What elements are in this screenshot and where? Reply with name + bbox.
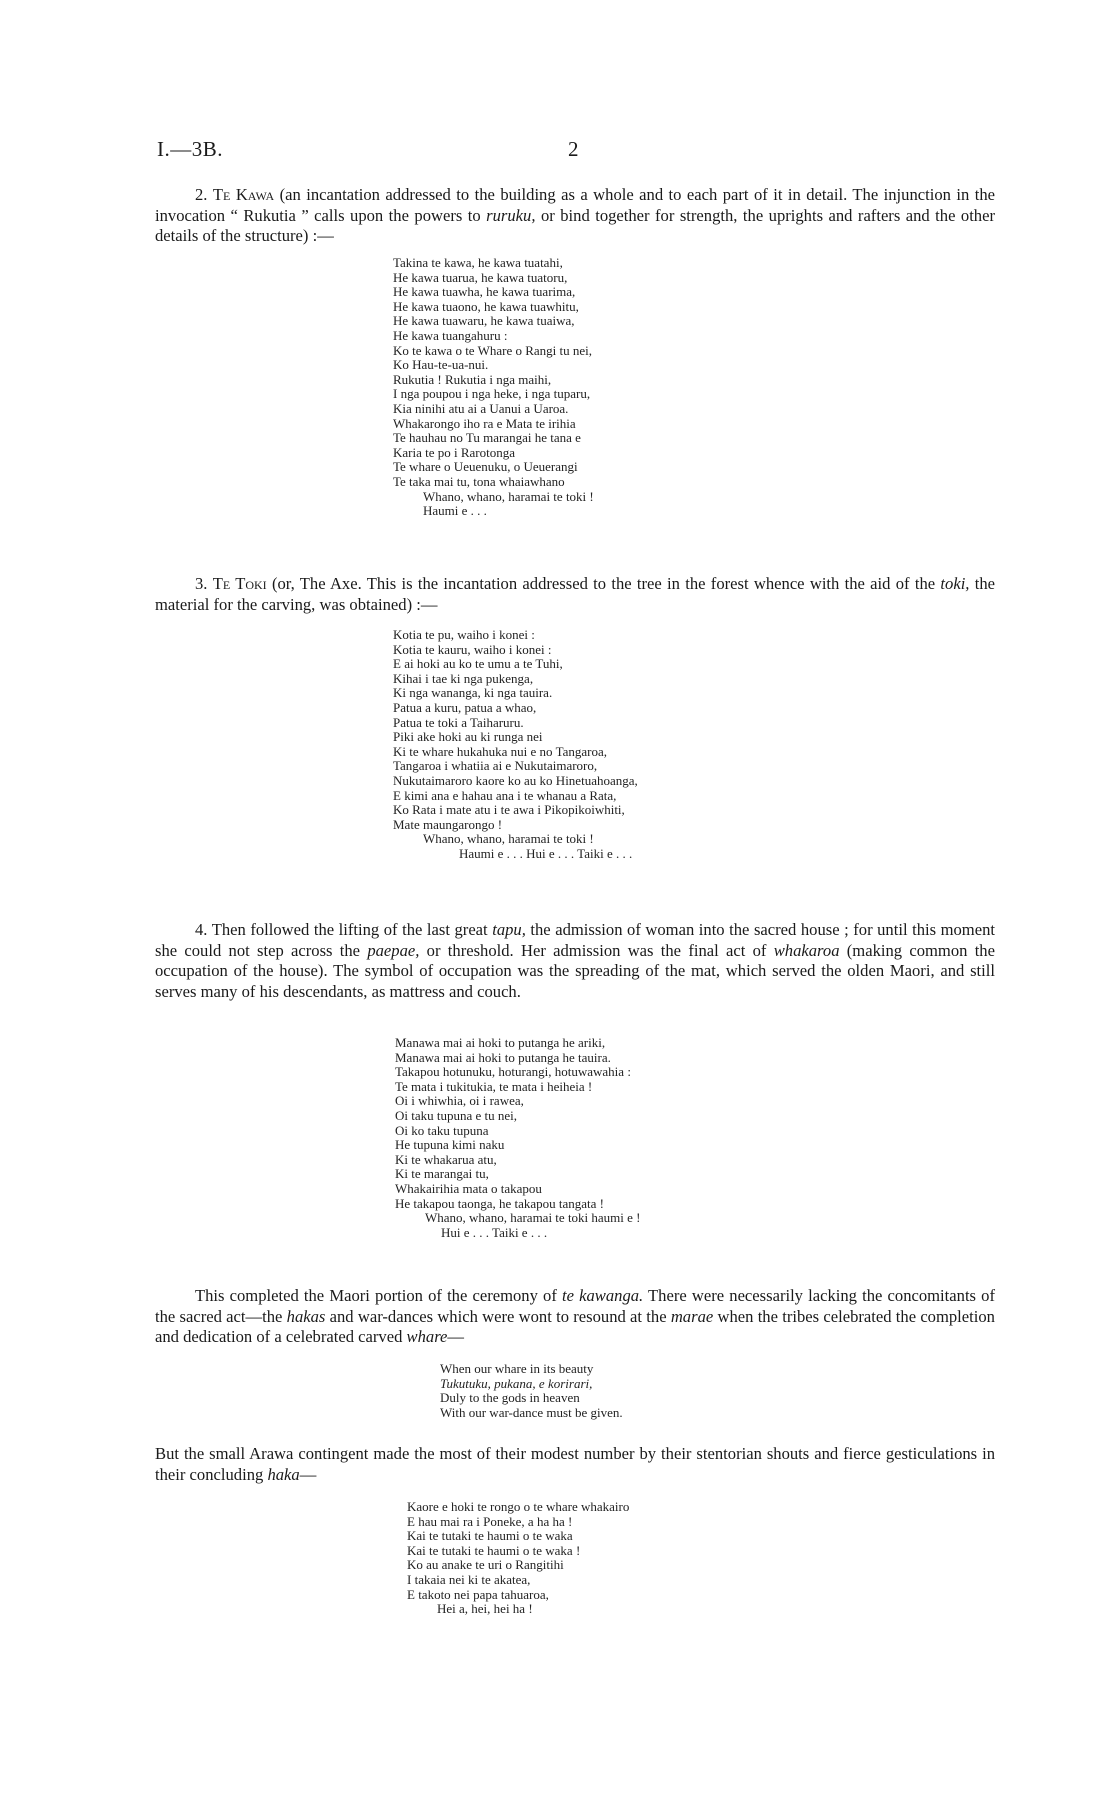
verse-line: Manawa mai ai hoki to putanga he ariki, (395, 1035, 606, 1050)
verse-line: He tupuna kimi naku (395, 1137, 505, 1153)
incantation-te-toki (393, 628, 638, 862)
haka-verse (407, 1500, 629, 1617)
verse-line: Tukutuku, pukana, e korirari, (440, 1375, 593, 1391)
verse-line: Kai te tutaki te haumi o te waka (407, 1528, 573, 1544)
section-number: 4. (195, 920, 208, 939)
section-title: Te Kawa (212, 185, 275, 204)
verse-line: E hau mai ra i Poneke, a ha ha ! (407, 1513, 573, 1529)
verse-line: Whano, whano, haramai te toki ! (423, 831, 594, 847)
verse-line: E takoto nei papa tahuaroa, (407, 1586, 549, 1602)
verse-line: Te taka mai tu, tona whaiawhano (393, 473, 565, 489)
verse-line: Ki nga wananga, ki nga tauira. (393, 685, 553, 701)
verse-line: Whano, whano, haramai te toki ! (423, 488, 594, 504)
arawa-paragraph: But the small Arawa contingent made the most of their modest number by their stentorian shouts and fierce gesticulations in their concluding haka— (155, 1444, 995, 1484)
verse-line: Patua te toki a Taiharuru. (393, 714, 524, 730)
section-number: 2. (195, 185, 208, 204)
verse-line: Ko au anake te uri o Rangitihi (407, 1557, 564, 1573)
verse-line: Nukutaimaroro kaore ko au ko Hinetuahoanga, (393, 772, 638, 788)
verse-line: Kia ninihi atu ai a Uanui a Uaroa. (393, 400, 569, 416)
verse-line: Ki te whare hukahuka nui e no Tangaroa, (393, 743, 607, 759)
section-number: 3. (195, 574, 208, 593)
verse-line: I takaia nei ki te akatea, (407, 1571, 531, 1587)
verse-line: Oi i whiwhia, oi i rawea, (395, 1093, 524, 1109)
verse-line: Kihai i tae ki nga pukenga, (393, 670, 534, 686)
verse-line: Whakairihia mata o takapou (395, 1180, 542, 1196)
verse-line: E kimi ana e hahau ana i te whanau a Rata, (393, 787, 617, 803)
verse-line: Duly to the gods in heaven (440, 1390, 580, 1406)
verse-line: With our war-dance must be given. (440, 1404, 623, 1420)
verse-line: He takapou taonga, he takapou tangata ! (395, 1195, 604, 1211)
verse-line: Ki te whakarua atu, (395, 1151, 497, 1167)
verse-line: Piki ake hoki au ki runga nei (393, 729, 543, 745)
verse-line: Te hauhau no Tu marangai he tana e (393, 430, 581, 446)
verse-line: Oi taku tupuna e tu nei, (395, 1107, 518, 1123)
section-4-paragraph: 4. Then followed the lifting of the last great tapu, the admission of woman into the sacred house ; for until this moment she could not step across the paepae, or threshold. Her admission was the final act of whakaroa (making common the occupation of the house). The symbol of occupation was the spreading of the mat, which served the olden Maori, and still serves many of his descendants, as mattress and couch. (155, 920, 995, 1001)
verse-line: Ko Rata i mate atu i te awa i Pikopikoiwhiti, (393, 802, 625, 818)
verse-line: Takina te kawa, he kawa tuatahi, (393, 255, 563, 270)
verse-line: Te mata i tukitukia, te mata i heiheia ! (395, 1078, 593, 1094)
verse-line: E ai hoki au ko te umu a te Tuhi, (393, 656, 563, 672)
verse-line: Ko te kawa o te Whare o Rangi tu nei, (393, 342, 593, 358)
verse-line: Hui e . . . Taiki e . . . (441, 1224, 548, 1240)
incantation-takapou (395, 1036, 641, 1240)
verse-line: He kawa tuawha, he kawa tuarima, (393, 284, 576, 300)
verse-line: Oi ko taku tupuna (395, 1122, 489, 1138)
ceremony-paragraph: This completed the Maori portion of the ceremony of te kawanga. There were necessarily lacking the concomitants of the sacred act—the hakas and war-dances which were wont to resound at the marae when the tribes celebrated the completion and dedication of a celebrated carved whare— (155, 1286, 995, 1346)
verse-line: Kotia te pu, waiho i konei : (393, 627, 535, 642)
verse-line: Kaore e hoki te rongo o te whare whakairo (407, 1499, 630, 1514)
verse-line: Hei a, hei, hei ha ! (437, 1601, 533, 1617)
verse-line: He kawa tuarua, he kawa tuatoru, (393, 269, 568, 285)
verse-line: Rukutia ! Rukutia i nga maihi, (393, 371, 552, 387)
verse-line: Haumi e . . . (423, 503, 487, 519)
section-2-paragraph: 2. Te Kawa (an incantation addressed to the building as a whole and to each part of it in detail. The injunction in the invocation “ Rukutia ” calls upon the powers to ruruku, or bind together for strength, the uprights and rafters and the other details of the structure) :— (155, 185, 995, 245)
verse-line: Takapou hotunuku, hoturangi, hotuwawahia : (395, 1064, 631, 1080)
verse-line: He kawa tuawaru, he kawa tuaiwa, (393, 313, 575, 329)
section-title: Te Toki (212, 574, 267, 593)
verse-line: Tangaroa i whatiia ai e Nukutaimaroro, (393, 758, 598, 774)
verse-line: Whakarongo iho ra e Mata te irihia (393, 415, 576, 431)
verse-line: He kawa tuangahuru : (393, 327, 508, 343)
verse-line: Kai te tutaki te haumi o te waka ! (407, 1542, 581, 1558)
document-reference: I.—3B. (157, 137, 223, 161)
verse-line: Whano, whano, haramai te toki haumi e ! (425, 1210, 641, 1226)
verse-line: Karia te po i Rarotonga (393, 444, 516, 460)
incantation-te-kawa (393, 256, 594, 519)
page-number: 2 (568, 137, 579, 161)
verse-line: Ko Hau-te-ua-nui. (393, 357, 489, 373)
english-verse (440, 1362, 623, 1420)
verse-line: Ki te marangai tu, (395, 1166, 489, 1182)
verse-line: When our whare in its beauty (440, 1361, 594, 1376)
verse-line: I nga poupou i nga heke, i nga tuparu, (393, 386, 591, 402)
verse-line: Te whare o Ueuenuku, o Ueuerangi (393, 459, 578, 475)
section-3-paragraph: 3. Te Toki (or, The Axe. This is the incantation addressed to the tree in the forest whence with the aid of the toki, the material for the carving, was obtained) :— (155, 574, 996, 614)
verse-line: He kawa tuaono, he kawa tuawhitu, (393, 298, 579, 314)
verse-line: Kotia te kauru, waiho i konei : (393, 641, 552, 657)
verse-line: Manawa mai ai hoki to putanga he tauira. (395, 1049, 611, 1065)
verse-line: Patua a kuru, patua a whao, (393, 699, 537, 715)
verse-line: Haumi e . . . Hui e . . . Taiki e . . . (459, 845, 633, 861)
verse-line: Mate maungarongo ! (393, 816, 503, 832)
